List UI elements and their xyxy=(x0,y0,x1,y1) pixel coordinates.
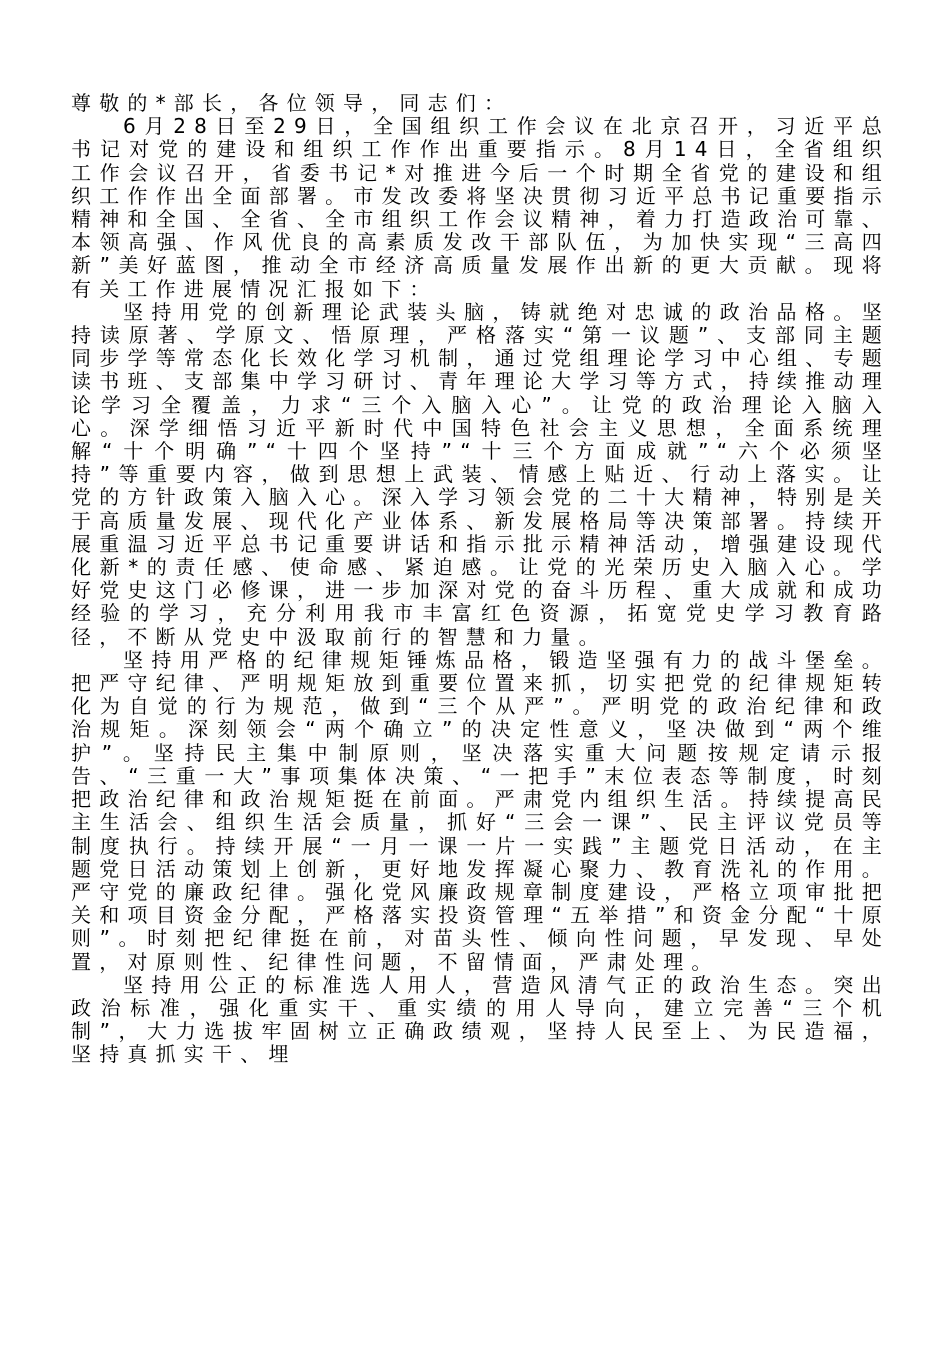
document-body xyxy=(71,92,890,1067)
paragraph-personnel-selection: 坚持用公正的标准选人用人，营造风清气正的政治生态。突出政治标准，强化重实干、重实绩的用人导向，建立完善“三个机制”，大力选拔牢固树立正确政绩观，坚持人民至上、为民造福，坚持真抓实干、埋 xyxy=(71,972,890,1067)
paragraph-intro: 6月28日至29日，全国组织工作会议在北京召开，习近平总书记对党的建设和组织工作作出重要指示。8月14日，全省组织工作会议召开，省委书记*对推进今后一个时期全省党的建设和组织工作作出全面部署。市发改委将坚决贯彻习近平总书记重要指示精神和全国、全省、全市组织工作会议精神，着力打造政治可靠、本领高强、作风优良的高素质发改干部队伍，为加快实现“三高四新”美好蓝图，推动全市经济高质量发展作出新的更大贡献。现将有关工作进展情况汇报如下： xyxy=(71,114,890,301)
paragraph-theory-study: 坚持用党的创新理论武装头脑，铸就绝对忠诚的政治品格。坚持读原著、学原文、悟原理，严格落实“第一议题”、支部同主题同步学等常态化长效化学习机制，通过党组理论学习中心组、专题读书班、支部集中学习研讨、青年理论大学习等方式，持续推动理论学习全覆盖，力求“三个入脑入心”。让党的政治理论入脑入心。深学细悟习近平新时代中国特色社会主义思想，全面系统理解“十个明确”“十四个坚持”“十三个方面成就”“六个必须坚持”等重要内容，做到思想上武装、情感上贴近、行动上落实。让党的方针政策入脑入心。深入学习领会党的二十大精神，特别是关于高质量发展、现代化产业体系、新发展格局等决策部署。持续开展重温习近平总书记重要讲话和指示批示精神活动，增强建设现代化新*的责任感、使命感、紧迫感。让党的光荣历史入脑入心。学好党史这门必修课，进一步加深对党的奋斗历程、重大成就和成功经验的学习，充分利用我市丰富红色资源，拓宽党史学习教育路径，不断从党史中汲取前行的智慧和力量。 xyxy=(71,299,890,649)
paragraph-discipline: 坚持用严格的纪律规矩锤炼品格，锻造坚强有力的战斗堡垒。把严守纪律、严明规矩放到重要位置来抓，切实把党的纪律规矩转化为自觉的行为规范，做到“三个从严”。严明党的政治纪律和政治规矩。深刻领会“两个确立”的决定性意义，坚决做到“两个维护”。坚持民主集中制原则，坚决落实重大问题按规定请示报告、“三重一大”事项集体决策、“一把手”末位表态等制度，时刻把政治纪律和政治规矩挺在前面。严肃党内组织生活。持续提高民主生活会、组织生活会质量，抓好“三会一课”、民主评议党员等制度执行。持续开展“一月一课一片一实践”主题党日活动，在主题党日活动策划上创新，更好地发挥凝心聚力、教育洗礼的作用。严守党的廉政纪律。强化党风廉政规章制度建设，严格立项审批把关和项目资金分配，严格落实投资管理“五举措”和资金分配“十原则”。时刻把纪律挺在前，对苗头性、倾向性问题，早发现、早处置，对原则性、纪律性问题，不留情面，严肃处理。 xyxy=(71,647,890,974)
salutation: 尊敬的*部长，各位领导，同志们： xyxy=(71,91,513,115)
